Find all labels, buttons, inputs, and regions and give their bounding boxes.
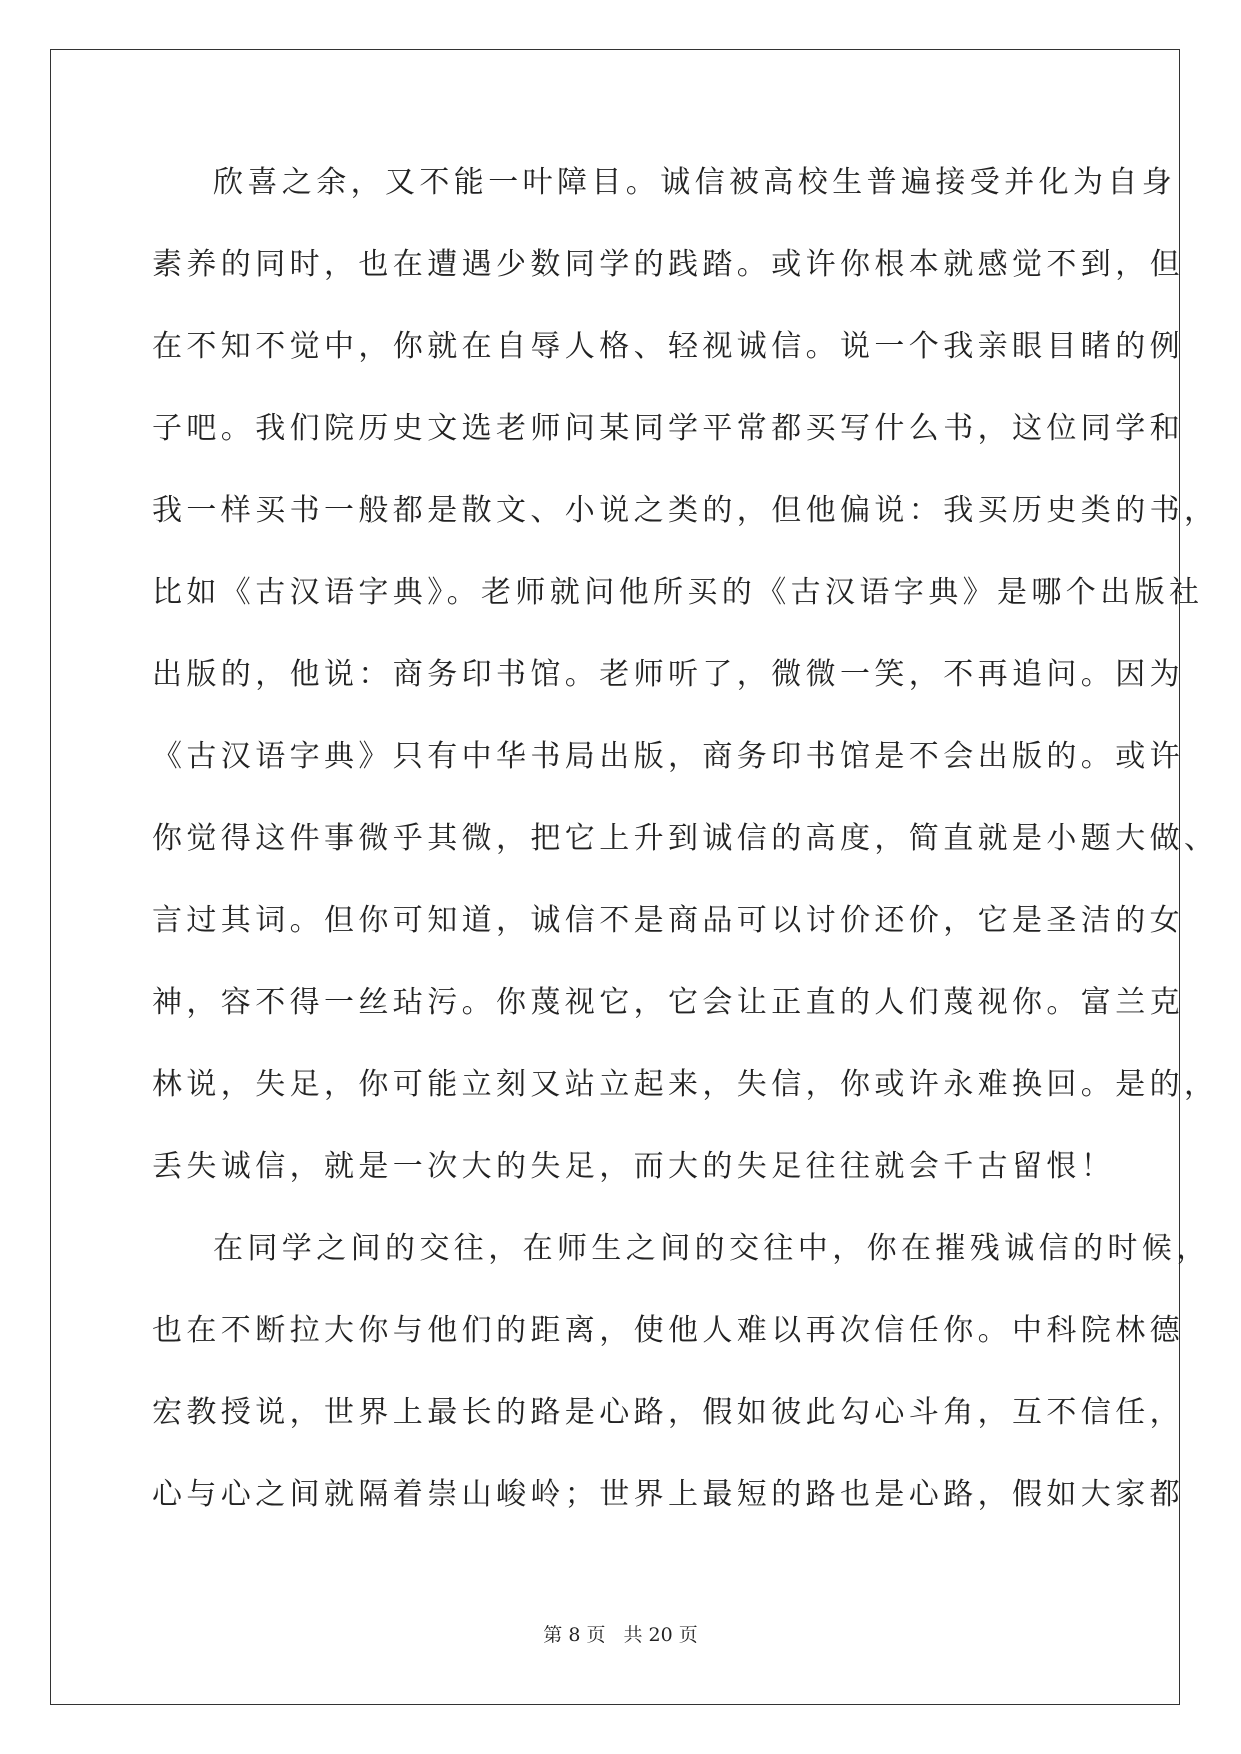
- text-line: 宏教授说，世界上最长的路是心路，假如彼此勾心斗角，互不信任，: [152, 1395, 1184, 1430]
- text-line: 心与心之间就隔着崇山峻岭；世界上最短的路也是心路，假如大家都: [152, 1477, 1184, 1512]
- text-line: 神，容不得一丝玷污。你蔑视它，它会让正直的人们蔑视你。富兰克: [152, 985, 1184, 1020]
- text-line: 在同学之间的交往，在师生之间的交往中，你在摧残诚信的时候，: [213, 1231, 1211, 1266]
- paragraph-2: [152, 1221, 1211, 1549]
- paragraph-1: [152, 155, 1219, 1221]
- text-line: 比如《古汉语字典》。老师就问他所买的《古汉语字典》是哪个出版社: [152, 575, 1204, 610]
- text-line: 言过其词。但你可知道，诚信不是商品可以讨价还价，它是圣洁的女: [152, 903, 1184, 938]
- page-number: 第 8 页: [543, 1624, 606, 1646]
- text-line: 丢失诚信，就是一次大的失足，而大的失足往往就会千古留恨！: [152, 1149, 1116, 1184]
- text-line: 也在不断拉大你与他们的距离，使他人难以再次信任你。中科院林德: [152, 1313, 1184, 1348]
- text-line: 子吧。我们院历史文选老师问某同学平常都买写什么书，这位同学和: [152, 411, 1184, 446]
- text-line: 你觉得这件事微乎其微，把它上升到诚信的高度，简直就是小题大做、: [152, 821, 1219, 856]
- text-line: 《古汉语字典》只有中华书局出版，商务印书馆是不会出版的。或许: [152, 739, 1184, 774]
- text-line: 在不知不觉中，你就在自辱人格、轻视诚信。说一个我亲眼目睹的例: [152, 329, 1184, 364]
- text-line: 欣喜之余，又不能一叶障目。诚信被高校生普遍接受并化为自身: [213, 165, 1177, 200]
- text-line: 出版的，他说：商务印书馆。老师听了，微微一笑，不再追问。因为: [152, 657, 1184, 692]
- text-line: 素养的同时，也在遭遇少数同学的践踏。或许你根本就感觉不到，但: [152, 247, 1184, 282]
- page-total: 共 20 页: [623, 1624, 698, 1646]
- text-line: 林说，失足，你可能立刻又站立起来，失信，你或许永难换回。是的，: [152, 1067, 1219, 1102]
- document-body: [152, 155, 1219, 1549]
- text-line: 我一样买书一般都是散文、小说之类的，但他偏说：我买历史类的书，: [152, 493, 1219, 528]
- page-footer: [0, 1620, 1241, 1647]
